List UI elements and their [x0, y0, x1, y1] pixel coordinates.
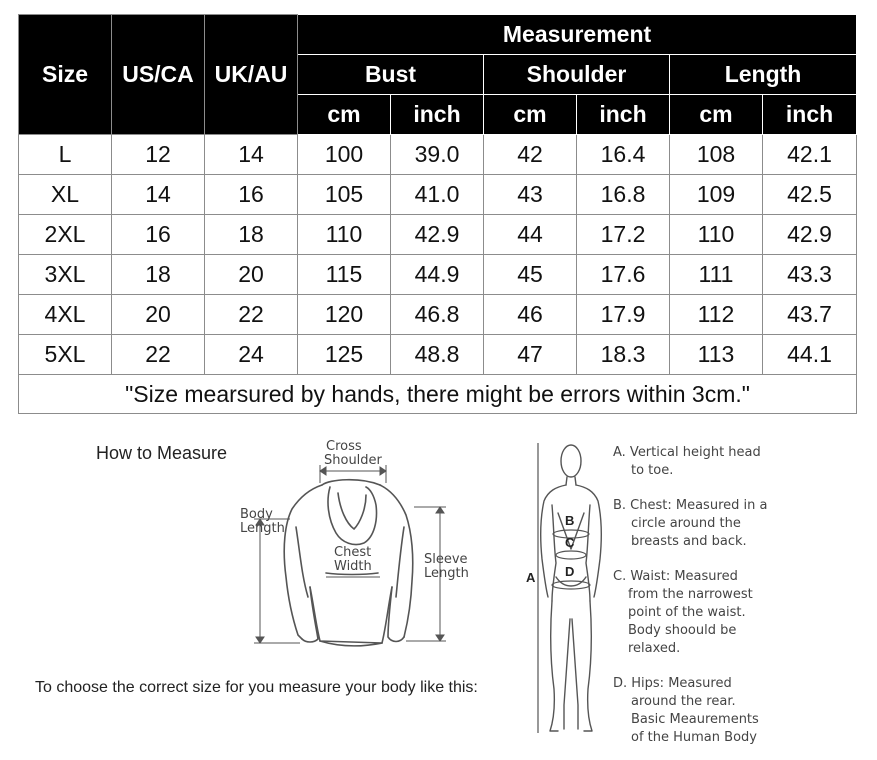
cell-shoulder-cm: 44 [484, 215, 577, 255]
cell-shoulder-cm: 43 [484, 175, 577, 215]
cell-size: 3XL [19, 255, 112, 295]
cell-uk: 18 [205, 215, 298, 255]
cell-bust-cm: 115 [298, 255, 391, 295]
header-length-cm: cm [670, 95, 763, 135]
cell-shoulder-cm: 47 [484, 335, 577, 375]
cross-shoulder-label-1: Cross [326, 439, 362, 454]
cell-length-cm: 108 [670, 135, 763, 175]
cell-size: 5XL [19, 335, 112, 375]
cell-size: 4XL [19, 295, 112, 335]
header-length-inch: inch [763, 95, 857, 135]
chest-width-label-1: Chest [334, 545, 372, 560]
header-bust-inch: inch [391, 95, 484, 135]
header-bust-cm: cm [298, 95, 391, 135]
cell-length-inch: 42.5 [763, 175, 857, 215]
cell-bust-inch: 41.0 [391, 175, 484, 215]
cell-us: 14 [112, 175, 205, 215]
cross-shoulder-label-2: Shoulder [324, 453, 382, 468]
cell-shoulder-cm: 42 [484, 135, 577, 175]
cell-size: 2XL [19, 215, 112, 255]
cell-bust-cm: 110 [298, 215, 391, 255]
body-length-label-1: Body [240, 507, 273, 522]
cell-us: 18 [112, 255, 205, 295]
cell-shoulder-inch: 17.9 [577, 295, 670, 335]
table-row [19, 175, 857, 215]
description-a: A. Vertical height head to toe. [613, 445, 761, 478]
cell-length-inch: 43.3 [763, 255, 857, 295]
header-us-ca: US/CA [112, 15, 205, 135]
table-row [19, 295, 857, 335]
cell-size: L [19, 135, 112, 175]
cell-bust-cm: 120 [298, 295, 391, 335]
cell-us: 20 [112, 295, 205, 335]
header-size: Size [19, 15, 112, 135]
cell-bust-cm: 100 [298, 135, 391, 175]
cell-length-cm: 109 [670, 175, 763, 215]
measurement-note: "Size mearsured by hands, there might be errors within 3cm." [19, 375, 857, 414]
table-row [19, 255, 857, 295]
cell-shoulder-inch: 16.4 [577, 135, 670, 175]
cell-shoulder-cm: 45 [484, 255, 577, 295]
cell-length-cm: 112 [670, 295, 763, 335]
cell-length-cm: 111 [670, 255, 763, 295]
header-shoulder-cm: cm [484, 95, 577, 135]
body-length-label-2: Length [240, 521, 285, 536]
cell-uk: 14 [205, 135, 298, 175]
header-measurement: Measurement [298, 15, 857, 55]
cell-bust-cm: 105 [298, 175, 391, 215]
cell-shoulder-inch: 18.3 [577, 335, 670, 375]
marker-b: B [565, 513, 575, 528]
marker-a: A [526, 570, 536, 585]
chest-width-label-2: Width [334, 559, 372, 574]
table-row [19, 215, 857, 255]
cell-bust-inch: 39.0 [391, 135, 484, 175]
marker-c: C [565, 535, 575, 550]
cell-bust-inch: 42.9 [391, 215, 484, 255]
guide-title: How to Measure [96, 443, 228, 463]
sleeve-length-label-2: Length [424, 566, 469, 581]
cell-size: XL [19, 175, 112, 215]
cell-uk: 16 [205, 175, 298, 215]
human-figure-icon [520, 439, 610, 739]
cell-bust-inch: 46.8 [391, 295, 484, 335]
cell-length-inch: 42.9 [763, 215, 857, 255]
cell-bust-cm: 125 [298, 335, 391, 375]
cell-length-inch: 42.1 [763, 135, 857, 175]
cell-shoulder-inch: 16.8 [577, 175, 670, 215]
guide-instruction: To choose the correct size for you measure your body like this: [35, 679, 478, 696]
cell-uk: 20 [205, 255, 298, 295]
cell-bust-inch: 48.8 [391, 335, 484, 375]
description-c: C. Waist: Measured from the narrowest point of the waist. Body shoould be relaxed. [613, 569, 753, 656]
marker-d: D [565, 564, 575, 579]
cell-length-cm: 110 [670, 215, 763, 255]
cell-shoulder-inch: 17.2 [577, 215, 670, 255]
header-length: Length [670, 55, 857, 95]
table-note-row [19, 375, 857, 414]
cell-us: 12 [112, 135, 205, 175]
header-shoulder: Shoulder [484, 55, 670, 95]
table-row [19, 135, 857, 175]
cell-uk: 22 [205, 295, 298, 335]
cell-shoulder-inch: 17.6 [577, 255, 670, 295]
header-uk-au: UK/AU [205, 15, 298, 135]
size-chart-table [18, 14, 857, 414]
cell-us: 22 [112, 335, 205, 375]
description-b: B. Chest: Measured in a circle around the breasts and back. [613, 498, 768, 549]
header-bust: Bust [298, 55, 484, 95]
cell-uk: 24 [205, 335, 298, 375]
table-row [19, 335, 857, 375]
cell-shoulder-cm: 46 [484, 295, 577, 335]
cell-length-inch: 43.7 [763, 295, 857, 335]
cell-bust-inch: 44.9 [391, 255, 484, 295]
measurement-guide [0, 425, 877, 760]
cell-length-cm: 113 [670, 335, 763, 375]
cell-us: 16 [112, 215, 205, 255]
description-d: D. Hips: Measured around the rear. Basic Meaurements of the Human Body [613, 676, 759, 745]
cell-length-inch: 44.1 [763, 335, 857, 375]
header-shoulder-inch: inch [577, 95, 670, 135]
sleeve-length-label-1: Sleeve [424, 552, 468, 567]
